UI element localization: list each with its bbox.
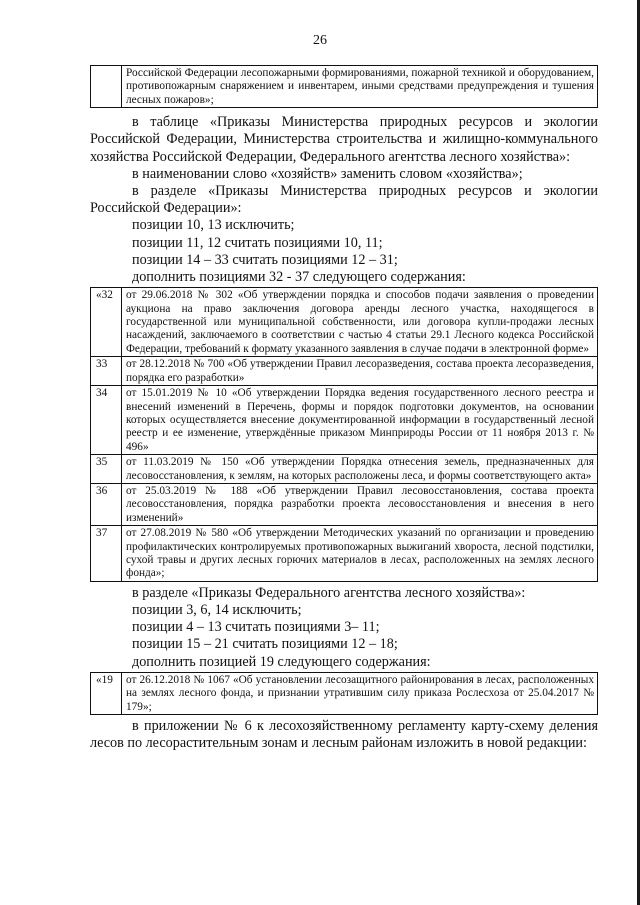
paragraph: дополнить позицией 19 следующего содержания: bbox=[132, 653, 431, 670]
table-cell-number: «32 bbox=[91, 288, 122, 357]
table-cell-number: 36 bbox=[91, 483, 122, 525]
paragraph: позиции 11, 12 считать позициями 10, 11; bbox=[132, 234, 383, 251]
paragraph: в разделе «Приказы Министерства природных ресурсов и экологии Российской Федерации»: bbox=[90, 183, 598, 217]
table-row bbox=[91, 526, 598, 582]
paragraph: в наименовании слово «хозяйств» заменить словом «хозяйства»; bbox=[132, 165, 523, 182]
paragraph: в приложении № 6 к лесохозяйственному регламенту карту-схему деления лесов по лесорастительным зонам и лесным районам изложить в новой редакции: bbox=[90, 718, 598, 752]
paragraph: позиции 3, 6, 14 исключить; bbox=[132, 601, 302, 618]
paragraph: позиции 14 – 33 считать позициями 12 – 31; bbox=[132, 251, 398, 268]
table-row bbox=[91, 357, 598, 386]
table-cell-text: от 28.12.2018 № 700 «Об утверждении Правил лесоразведения, состава проекта лесоразведения, порядка его разработки» bbox=[122, 357, 598, 386]
table-row bbox=[91, 455, 598, 484]
table-row bbox=[91, 66, 598, 108]
table-cell-text: от 25.03.2019 № 188 «Об утверждении Правил лесовосстановления, состава проекта лесовосстановления, порядка разработки проекта лесовосстановления и внесения в него изменений» bbox=[122, 483, 598, 525]
table-cell-text: от 27.08.2019 № 580 «Об утверждении Методических указаний по организации и проведению профилактических контролируемых противопожарных выжиганий хвороста, лесной подстилки, сухой травы и других лесных горючих материалов в лесах, расположенных на землях лесного фонда»; bbox=[122, 526, 598, 582]
table-cell-number: 35 bbox=[91, 455, 122, 484]
flh-table bbox=[90, 672, 598, 715]
paragraph: в таблице «Приказы Министерства природных ресурсов и экологии Российской Федерации, Министерства строительства и жилищно-коммунального хозяйства Российской Федерации, Федерального агентства лесного хозяйства»: bbox=[90, 114, 598, 165]
table-cell-text: от 29.06.2018 № 302 «Об утверждении порядка и способов подачи заявления о проведении аукциона на право заключения договора аренды лесного участка, находящегося в государственной или муниципальной собственности, или договора купли-продажи лесных насаждений, заключаемого в соответствии с частью 4 статьи 29.1 Лесного кодекса Российской Федерации, требований к формату указанного заявления в случае подачи в электронной форме» bbox=[122, 288, 598, 357]
document-body bbox=[90, 0, 598, 752]
table-cell-text: от 26.12.2018 № 1067 «Об установлении лесозащитного районирования в лесах, расположенных на землях лесного фонда, и признании утратившим силу приказа Рослесхоза от 25.04.2017 № 179»; bbox=[122, 672, 598, 714]
top-table bbox=[90, 65, 598, 108]
paragraph: дополнить позициями 32 - 37 следующего содержания: bbox=[132, 269, 466, 286]
table-cell-number: 37 bbox=[91, 526, 122, 582]
table-cell-number: 34 bbox=[91, 386, 122, 455]
table-cell-number bbox=[91, 66, 122, 108]
paragraph: позиции 15 – 21 считать позициями 12 – 18; bbox=[132, 636, 398, 653]
table-cell-number: 33 bbox=[91, 357, 122, 386]
paragraph: в разделе «Приказы Федерального агентства лесного хозяйства»: bbox=[132, 584, 526, 601]
table-cell-number: «19 bbox=[91, 672, 122, 714]
table-row bbox=[91, 672, 598, 714]
table-cell-text: Российской Федерации лесопожарными формированиями, пожарной техникой и оборудованием, противопожарным снаряжением и инвентарем, иными средствами предупреждения и тушения лесных пожаров»; bbox=[122, 66, 598, 108]
page-number: 26 bbox=[313, 33, 327, 48]
table-cell-text: от 15.01.2019 № 10 «Об утверждении Порядка ведения государственного лесного реестра и внесений изменений в Перечень, формы и порядок подготовки документов, на основании которых осуществляется внесение документированной информации в государственный лесной реестр и ее изменение, утверждённые приказом Минприроды России от 11 ноября 2013 г. № 496» bbox=[122, 386, 598, 455]
paragraph: позиции 10, 13 исключить; bbox=[132, 217, 295, 234]
table-row bbox=[91, 483, 598, 525]
table-row bbox=[91, 386, 598, 455]
table-cell-text: от 11.03.2019 № 150 «Об утверждении Порядка отнесения земель, предназначенных для лесовосстановления, к землям, на которых расположены леса, и формы соответствующего акта» bbox=[122, 455, 598, 484]
paragraph: позиции 4 – 13 считать позициями 3– 11; bbox=[132, 619, 380, 636]
mnr-table bbox=[90, 287, 598, 582]
table-row bbox=[91, 288, 598, 357]
